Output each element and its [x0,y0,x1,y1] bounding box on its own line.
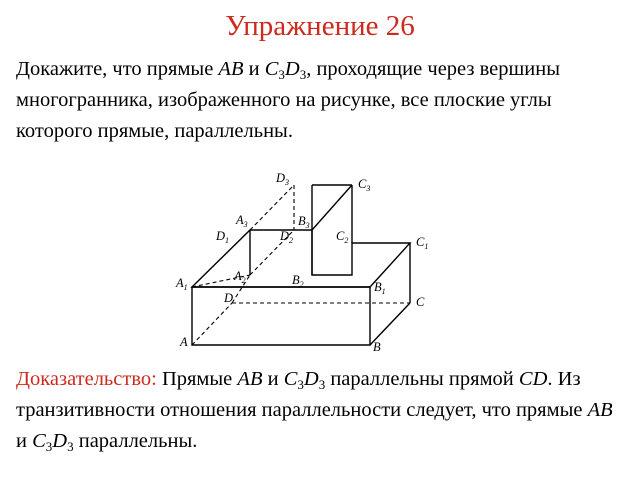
label-b3: $B_3$ [298,214,310,230]
edge-b-c [370,303,410,345]
line-ab: AB [587,399,613,421]
proof-text [16,364,628,457]
label-b1: $B_1$ [374,280,386,296]
line-c3d3-d: D [303,368,319,390]
line-c3d3-c: C [264,58,279,80]
problem-statement [16,54,628,147]
subscript: 3 [299,67,307,82]
label-a1: $A_1$ [176,276,188,292]
label-c1: $C_1$ [416,235,429,251]
vertex-labels [175,171,428,354]
page-title: Упражнение 26 [225,10,415,42]
edge-b3-top [312,185,352,230]
subscript: 3 [67,439,74,454]
label-c2: $C_2$ [336,229,349,245]
front-face [192,287,370,345]
line-c3d3-c: C [32,430,46,452]
proof-segment: и [262,368,284,390]
subscript: 3 [318,377,326,392]
proof-segment: параллельны. [73,430,198,452]
line-ab: AB [218,58,244,80]
polyhedron-figure [170,170,440,360]
line-c3d3-c: C [283,368,298,390]
label-d3: $D_3$ [276,171,290,187]
hidden-a-d [192,303,232,345]
line-ab: AB [237,368,263,390]
label-b2: $B_2$ [292,273,304,289]
proof-segment: параллельны прямой [325,368,519,390]
proof-segment: . Из транзитивности отношения параллельности следует, что прямые [16,368,588,421]
hidden-a3-d3 [250,185,294,230]
proof-segment: Прямые [156,368,238,390]
statement-text: Докажите, что прямые [16,58,219,80]
line-c3d3-d: D [52,430,68,452]
visible-edges [192,185,410,345]
subscript: 3 [45,439,53,454]
statement-text: и [243,58,265,80]
label-a2: $A_2$ [234,269,246,285]
subscript: 3 [297,377,304,392]
label-d2: $D_2$ [280,229,294,245]
proof-label: Доказательство: [16,368,157,390]
subscript: 3 [278,67,285,82]
line-c3d3-d: D [284,58,300,80]
label-c3: $C_3$ [358,177,371,193]
line-cd: CD [518,368,548,390]
statement-text: , проходящие через вершины многогранника, изображенного на рисунке, все плоские углы которого прямые, параллельны. [16,58,561,142]
label-d1: $D_1$ [216,229,230,245]
label-a3: $A_3$ [236,213,248,229]
label-d: D [224,291,234,305]
label-b: B [373,340,381,354]
label-a: A [180,335,188,349]
label-c: C [416,295,425,309]
proof-segment: и [16,430,33,452]
hidden-edges [192,185,410,345]
